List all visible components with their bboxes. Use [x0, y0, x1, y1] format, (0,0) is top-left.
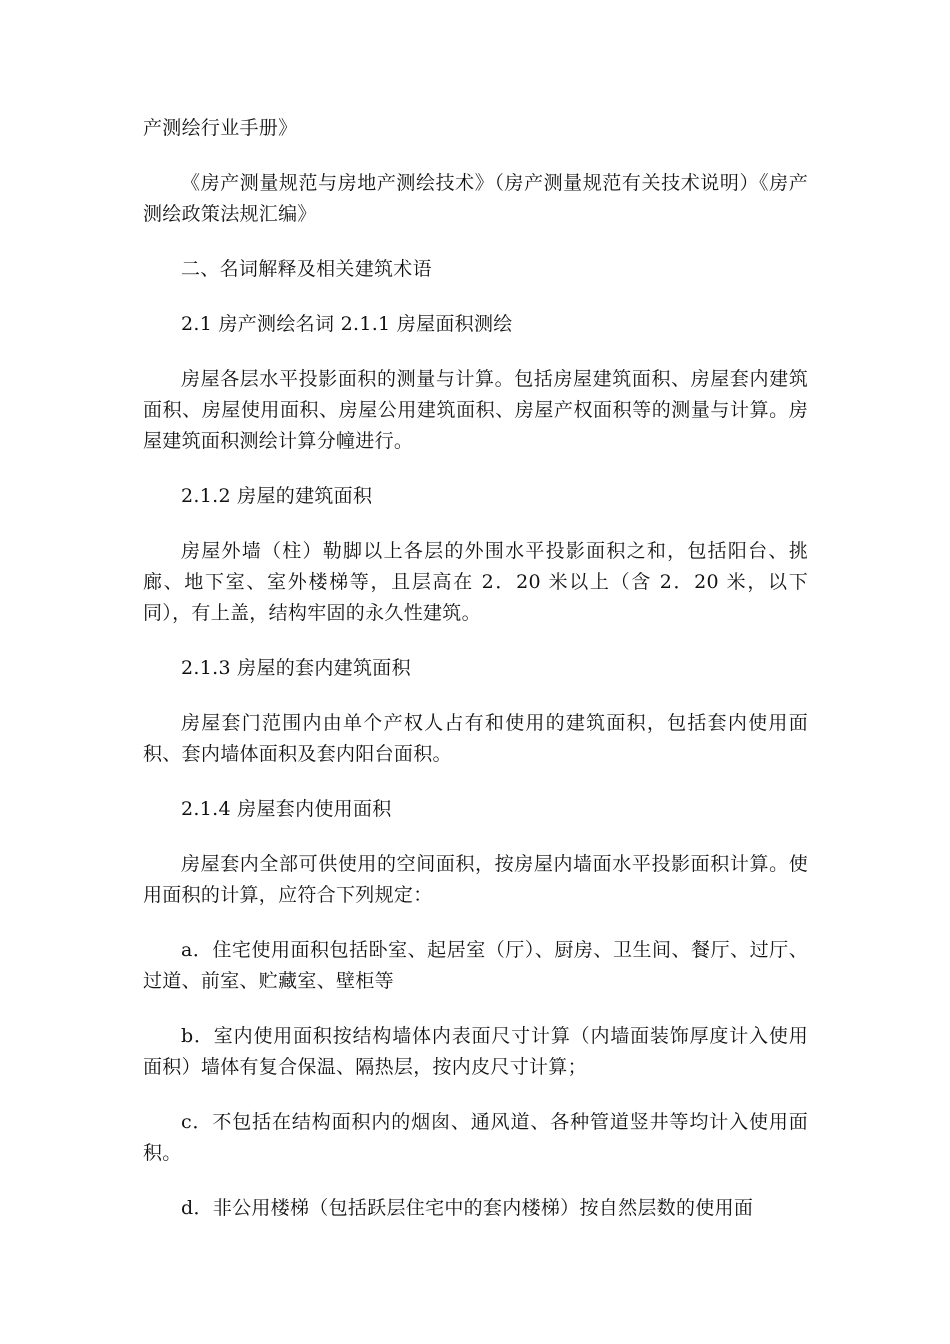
subsection-heading: 2.1.4 房屋套内使用面积 [181, 798, 392, 820]
section-heading: 二、名词解释及相关建筑术语 [181, 258, 432, 280]
document-body [143, 113, 808, 1248]
paragraph-body: 房屋套门范围内由单个产权人占有和使用的建筑面积，包括套内使用面积、套内墙体面积及套内阳台面积。 [143, 712, 808, 765]
paragraph-body: 房屋各层水平投影面积的测量与计算。包括房屋建筑面积、房屋套内建筑面积、房屋使用面积、房屋公用建筑面积、房屋产权面积等的测量与计算。房屋建筑面积测绘计算分幢进行。 [143, 368, 808, 452]
list-item: a．住宅使用面积包括卧室、起居室（厅）、厨房、卫生间、餐厅、过厅、过道、前室、贮藏室、壁柜等 [143, 939, 808, 992]
list-item: b．室内使用面积按结构墙体内表面尺寸计算（内墙面装饰厚度计入使用面积）墙体有复合保温、隔热层，按内皮尺寸计算； [143, 1025, 808, 1078]
subsection-heading: 2.1 房产测绘名词 2.1.1 房屋面积测绘 [181, 313, 513, 335]
list-item: c．不包括在结构面积内的烟囱、通风道、各种管道竖井等均计入使用面积。 [143, 1111, 808, 1164]
paragraph-body: 房屋外墙（柱）勒脚以上各层的外围水平投影面积之和，包括阳台、挑廊、地下室、室外楼梯等，且层高在 2．20 米以上（含 2．20 米，以下同），有上盖，结构牢固的永久性建筑。 [143, 540, 808, 624]
list-item: d．非公用楼梯（包括跃层住宅中的套内楼梯）按自然层数的使用面 [181, 1197, 754, 1219]
subsection-heading: 2.1.2 房屋的建筑面积 [181, 485, 373, 507]
paragraph-references: 《房产测量规范与房地产测绘技术》（房产测量规范有关技术说明）《房产测绘政策法规汇编》 [143, 172, 808, 225]
paragraph-continuation: 产测绘行业手册》 [143, 117, 298, 139]
paragraph-body: 房屋套内全部可供使用的空间面积，按房屋内墙面水平投影面积计算。使用面积的计算，应符合下列规定： [143, 853, 808, 906]
subsection-heading: 2.1.3 房屋的套内建筑面积 [181, 657, 411, 679]
